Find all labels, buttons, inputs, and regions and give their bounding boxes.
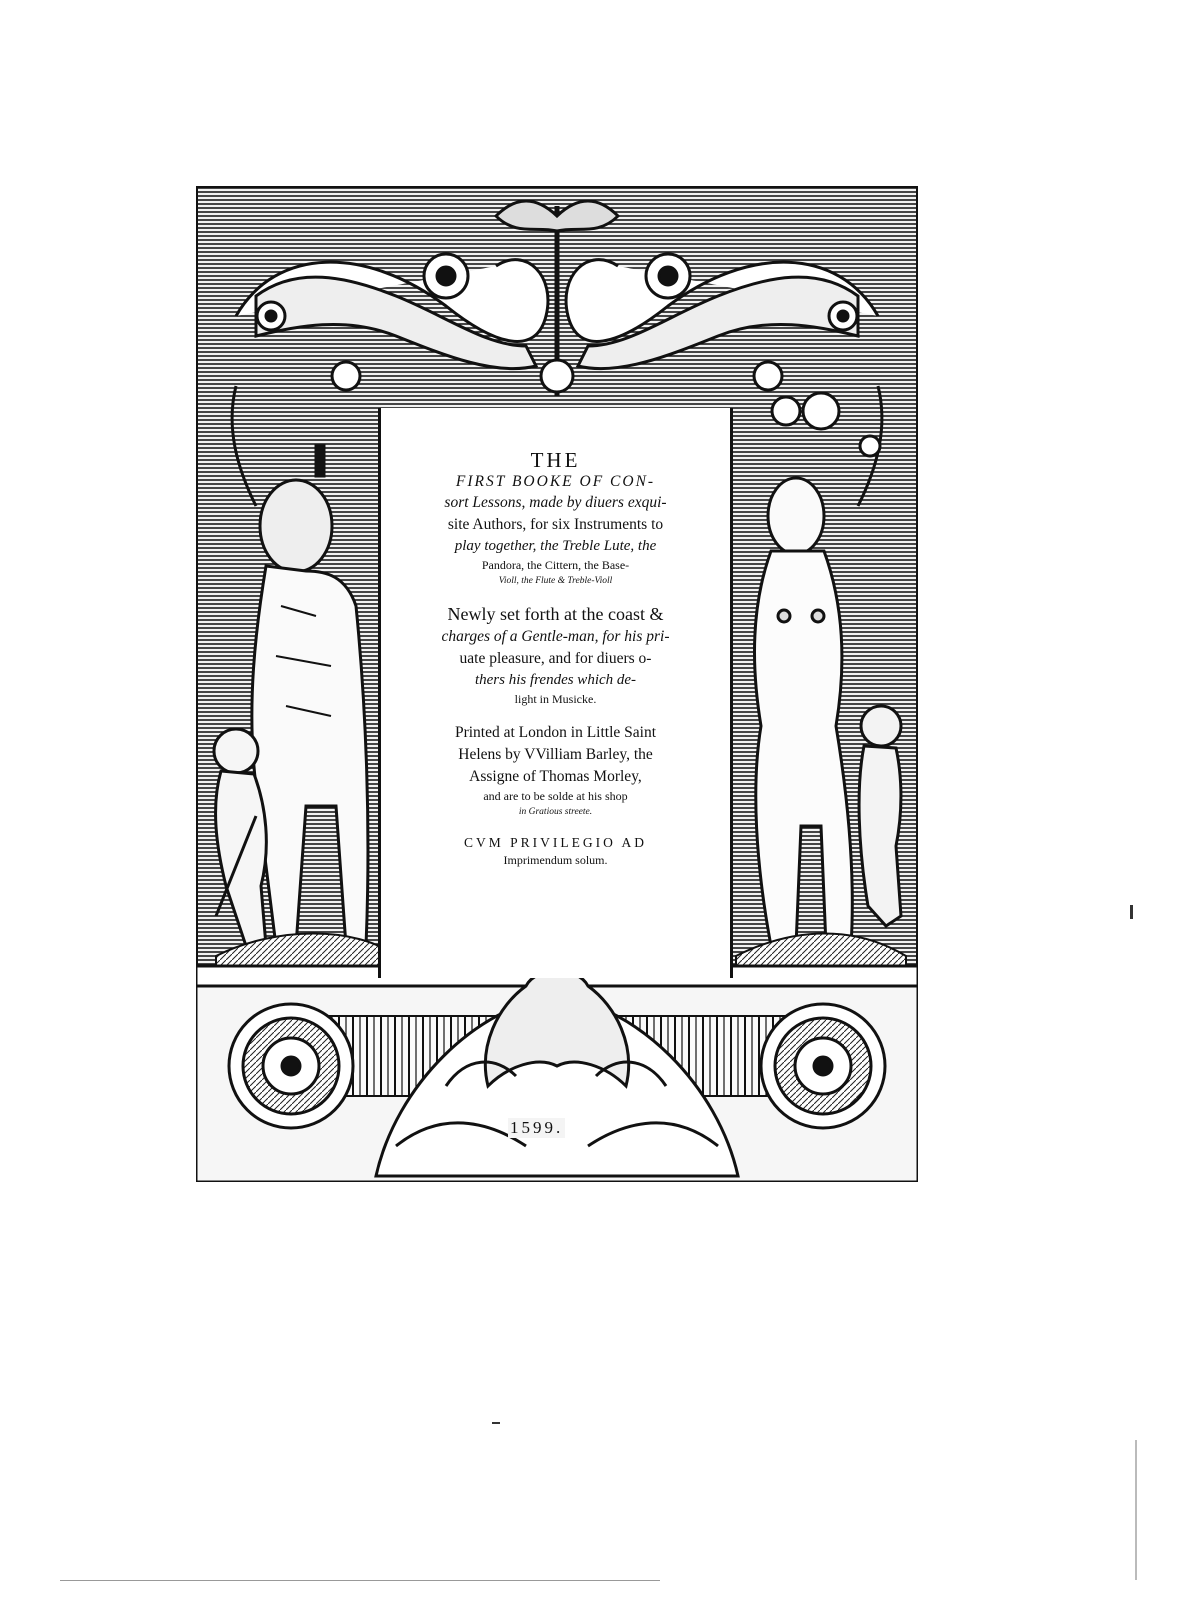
imprint-line: charges of a Gentle-man, for his pri- <box>441 628 670 645</box>
title-line: Violl, the Flute & Treble-Violl <box>498 576 613 586</box>
printer-line: Printed at London in Little Saint <box>454 724 657 741</box>
printer-line: Helens by VVilliam Barley, the <box>458 746 653 763</box>
imprint-line: light in Musicke. <box>514 692 597 706</box>
imprint-line: uate pleasure, and for diuers o- <box>459 650 652 667</box>
title-line: play together, the Treble Lute, the <box>454 538 657 554</box>
title-cartouche <box>378 408 733 978</box>
imprint-year: 1599. <box>510 1118 564 1137</box>
printer-line: Assigne of Thomas Morley, <box>469 768 642 785</box>
title-line: sort Lessons, made by diuers exqui- <box>444 494 667 511</box>
putto-figure-right <box>859 706 901 926</box>
title-line: FIRST BOOKE OF CON- <box>455 473 656 490</box>
printer-line: in Gratious streete. <box>518 807 593 817</box>
scan-speck <box>60 1580 660 1581</box>
title-line: Pandora, the Cittern, the Base- <box>481 558 630 572</box>
scan-speck <box>1135 1440 1137 1580</box>
imprint-line: thers his frendes which de- <box>474 672 637 688</box>
scan-speck <box>1130 905 1133 919</box>
privilege-line: CVM PRIVILEGIO AD <box>463 835 647 850</box>
title-heading: THE <box>530 448 581 472</box>
title-line: site Authors, for six Instruments to <box>447 516 664 533</box>
imprint-line: Newly set forth at the coast & <box>447 604 664 624</box>
printer-line: and are to be solde at his shop <box>483 789 628 803</box>
scan-speck <box>492 1422 500 1424</box>
privilege-line: Imprimendum solum. <box>503 853 608 867</box>
